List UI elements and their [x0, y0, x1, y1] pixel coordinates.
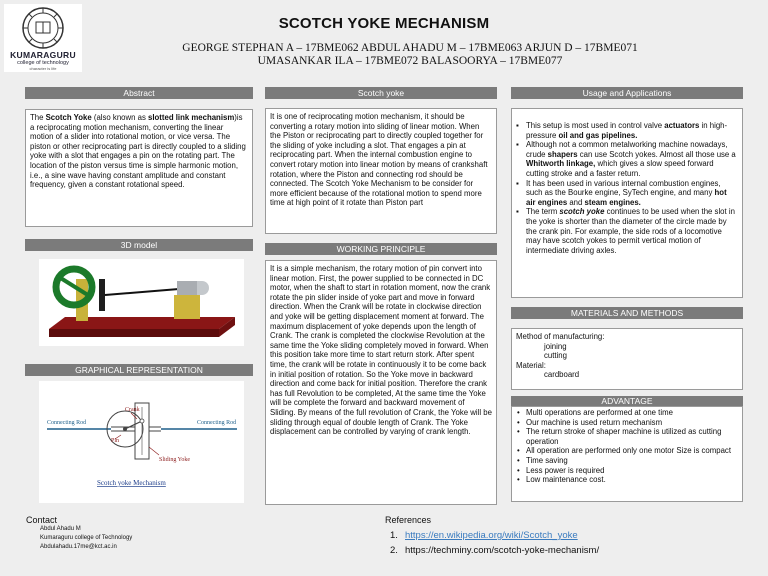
graph-caption: Scotch yoke Mechanism: [97, 479, 166, 487]
advantage-item: • Low maintenance cost.: [516, 475, 738, 485]
contact-name: Abdul Ahadu M: [40, 526, 81, 532]
contact-college: Kumaraguru college of Technology: [40, 535, 133, 541]
usage-heading: Usage and Applications: [511, 87, 743, 99]
abstract-text: The: [30, 113, 46, 122]
logo-subtitle: college of technology: [17, 60, 69, 66]
logo-name: KUMARAGURU: [10, 50, 76, 60]
advantage-item: • Our machine is used return mechanism: [516, 418, 738, 428]
scotch-yoke-heading: Scotch yoke: [265, 87, 497, 99]
crank-label: Crank: [125, 407, 140, 413]
references-list: 1. https://en.wikipedia.org/wiki/Scotch_yoke 2. https://techminy.com/scotch-yoke-mechanism/: [390, 530, 600, 556]
usage-item: ▪ It has been used in various internal combustion engines, such as the Bourke engine, SyTech engine, and many hot air engines and steam engines.: [516, 179, 738, 208]
manufacturing-label: Method of manufacturing:: [516, 332, 605, 341]
material-label: Material:: [516, 360, 546, 370]
method-cutting: cutting: [544, 351, 567, 361]
poster-title: SCOTCH YOKE MECHANISM: [278, 15, 490, 32]
usage-item: ▪ This setup is most used in control valve actuators in high-pressure oil and gas pipelines.: [516, 121, 738, 140]
logo-tagline: character is life: [29, 66, 57, 71]
reference-link-2[interactable]: https://techminy.com/scotch-yoke-mechanism/: [405, 545, 600, 556]
advantage-item: • Multi operations are performed at one time: [516, 408, 738, 418]
usage-item: ▪ Although not a common metalworking machine nowadays, crude shapers can use Scotch yokes. Almost all those use a Whitworth linkage, which gives a slow speed forward cutting stroke and a faster return.: [516, 140, 738, 178]
abstract-bold: slotted link mechanism: [148, 113, 235, 122]
advantage-heading: ADVANTAGE: [511, 396, 743, 406]
advantage-item: • All operation are performed only one motor Size is compact: [516, 446, 738, 456]
graph-heading: GRAPHICAL REPRESENTATION: [25, 364, 253, 376]
graphical-representation: [39, 381, 244, 503]
advantage-box: [511, 406, 743, 502]
usage-box: [511, 108, 743, 298]
references-heading: References: [385, 515, 432, 525]
right-rod-label: Connecting Rod: [197, 420, 237, 426]
materials-heading: MATERIALS AND METHODS: [511, 307, 743, 319]
authors-line-2: UMASANKAR ILA – 17BME072 BALASOORYA – 17BME077: [257, 55, 563, 67]
scotch-yoke-box: It is one of reciprocating motion mechanism, it should be converting a rotary motion into sliding of linear motion. When the Piston or reciprocating part to directly coupled together for the sliding of yoke including a slot. That engages a pin at reciprocating part. When the internal combustion engine to convert rotary motion into linear motion by means of crankshaft rotation, where the Piston and connecting rod should be connected. The Scotch Yoke Mechanism to be consider for more efficient because of the rotational motion to spend more time at high point of it rotate than Piston part: [265, 108, 497, 234]
advantage-item: • Less power is required: [516, 466, 738, 476]
working-principle-heading: WORKING PRINCIPLE: [265, 243, 497, 255]
model-3d-heading: 3D model: [25, 239, 253, 251]
usage-item: ▪ The term scotch yoke continues to be used when the slot in the yoke is shorter than the diameter of the circle made by the crank pin. For example, the side rods of a locomotive may have scotch yokes to permit vertical motion of intermediate driving axles.: [516, 207, 738, 255]
method-joining: joining: [544, 341, 567, 351]
abstract-bold: Scotch Yoke: [45, 113, 92, 122]
model-3d-image: [39, 259, 244, 346]
abstract-text: )is a reciprocating motion mechanism, converting the linear motion of a slider into rotational motion, or vice versa. The piston or other reciprocating part is directly coupled to a sliding yoke with a slot that engages a pin on the rotating part. The location of the piston versus time is simple harmonic motion, i.e., a sine wave having constant amplitude and constant frequency, given a constant rotational speed.: [30, 113, 246, 190]
pin-label: Pin: [111, 438, 120, 444]
advantage-item: • The return stroke of shaper machine is utilized as cutting operation: [516, 427, 738, 446]
reference-link-1[interactable]: https://en.wikipedia.org/wiki/Scotch_yoke: [405, 530, 578, 541]
abstract-heading: Abstract: [25, 87, 253, 99]
usage-list: [516, 121, 738, 255]
contact-email[interactable]: Abdulahadu.17me@kct.ac.in: [40, 544, 117, 550]
yoke-label: Sliding Yoke: [159, 457, 191, 463]
authors-line-1: GEORGE STEPHAN A – 17BME062 ABDUL AHADU M – 17BME063 ARJUN D – 17BME071: [182, 42, 638, 54]
abstract-text: (also known as: [91, 113, 149, 122]
left-rod-label: Connecting Rod: [47, 420, 87, 426]
advantage-item: • Time saving: [516, 456, 738, 466]
advantage-list: [516, 408, 738, 485]
contact-heading: Contact: [26, 515, 58, 525]
abstract-box: [25, 109, 253, 227]
materials-box: [511, 328, 743, 390]
working-principle-box: It is a simple mechanism, the rotary motion of pin convert into linear motion. First, the power supplied to be connected in DC motor, when the shaft to start in rotation moment, now the crank rotate the pin slider inside of yoke part and move in forward direction. When the Crank will be rotate in clockwise direction and yoke will be getting displacement moment at forward. The maximum displacement of yoke depends upon the length of Crank. The crank is completed the clockwise Revolution at the same time the Yoke sliding completely moved in forward. When this position take more time to start return stork. After spent time, the crank will be rotate in continuously it to be come back in initial position of rotation. So the Yoke move in backward direction and come back for initial position. Therefore the crank has full Revolution to be completed, At the same time the Yoke will be complete the forward and backward movement of Sliding. By means of the full revolution of Crank, the Yoke will be sliding through equal of double length of Crank. The Yoke displacement can be controlled by varying of crank length.: [265, 260, 497, 505]
material-cardboard: cardboard: [544, 370, 580, 380]
